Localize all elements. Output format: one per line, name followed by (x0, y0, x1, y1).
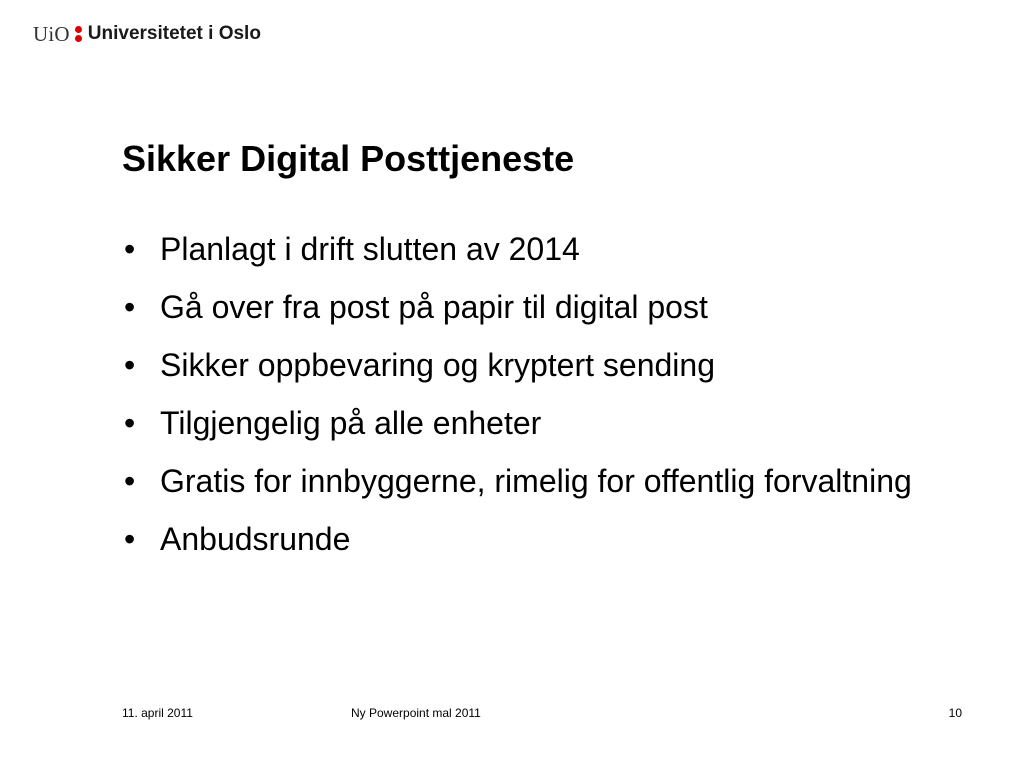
logo-university-name: Universitetet i Oslo (87, 23, 261, 44)
bullet-text: Planlagt i drift slutten av 2014 (160, 231, 580, 267)
bullet-item (124, 404, 924, 442)
bullet-item (124, 230, 924, 268)
bullet-item (124, 346, 924, 384)
slide-title: Sikker Digital Posttjeneste (122, 138, 575, 179)
bullet-text: Anbudsrunde (160, 521, 351, 557)
uio-logo (33, 20, 261, 48)
logo-abbreviation: UiO (33, 21, 70, 46)
bullet-text: Gratis for innbyggerne, rimelig for offentlig forvaltning (160, 463, 912, 499)
footer-date: 11. april 2011 (122, 706, 193, 720)
footer-page-number: 10 (948, 706, 962, 720)
bullet-text: Tilgjengelig på alle enheter (160, 405, 542, 441)
bullet-list (124, 230, 924, 578)
bullet-text: Gå over fra post på papir til digital post (160, 289, 708, 325)
bullet-item (124, 520, 924, 558)
bullet-text: Sikker oppbevaring og kryptert sending (160, 347, 715, 383)
logo-dot-bottom (75, 35, 82, 42)
bullet-marker: • (124, 463, 136, 499)
bullet-marker: • (124, 347, 136, 383)
footer-presentation-name: Ny Powerpoint mal 2011 (351, 706, 481, 720)
bullet-marker: • (124, 405, 136, 441)
bullet-marker: • (124, 289, 136, 325)
logo-dot-top (75, 26, 82, 33)
bullet-marker: • (124, 231, 136, 267)
bullet-item (124, 462, 924, 500)
bullet-marker: • (124, 521, 136, 557)
bullet-item (124, 288, 924, 326)
logo-dots-icon (75, 25, 82, 43)
